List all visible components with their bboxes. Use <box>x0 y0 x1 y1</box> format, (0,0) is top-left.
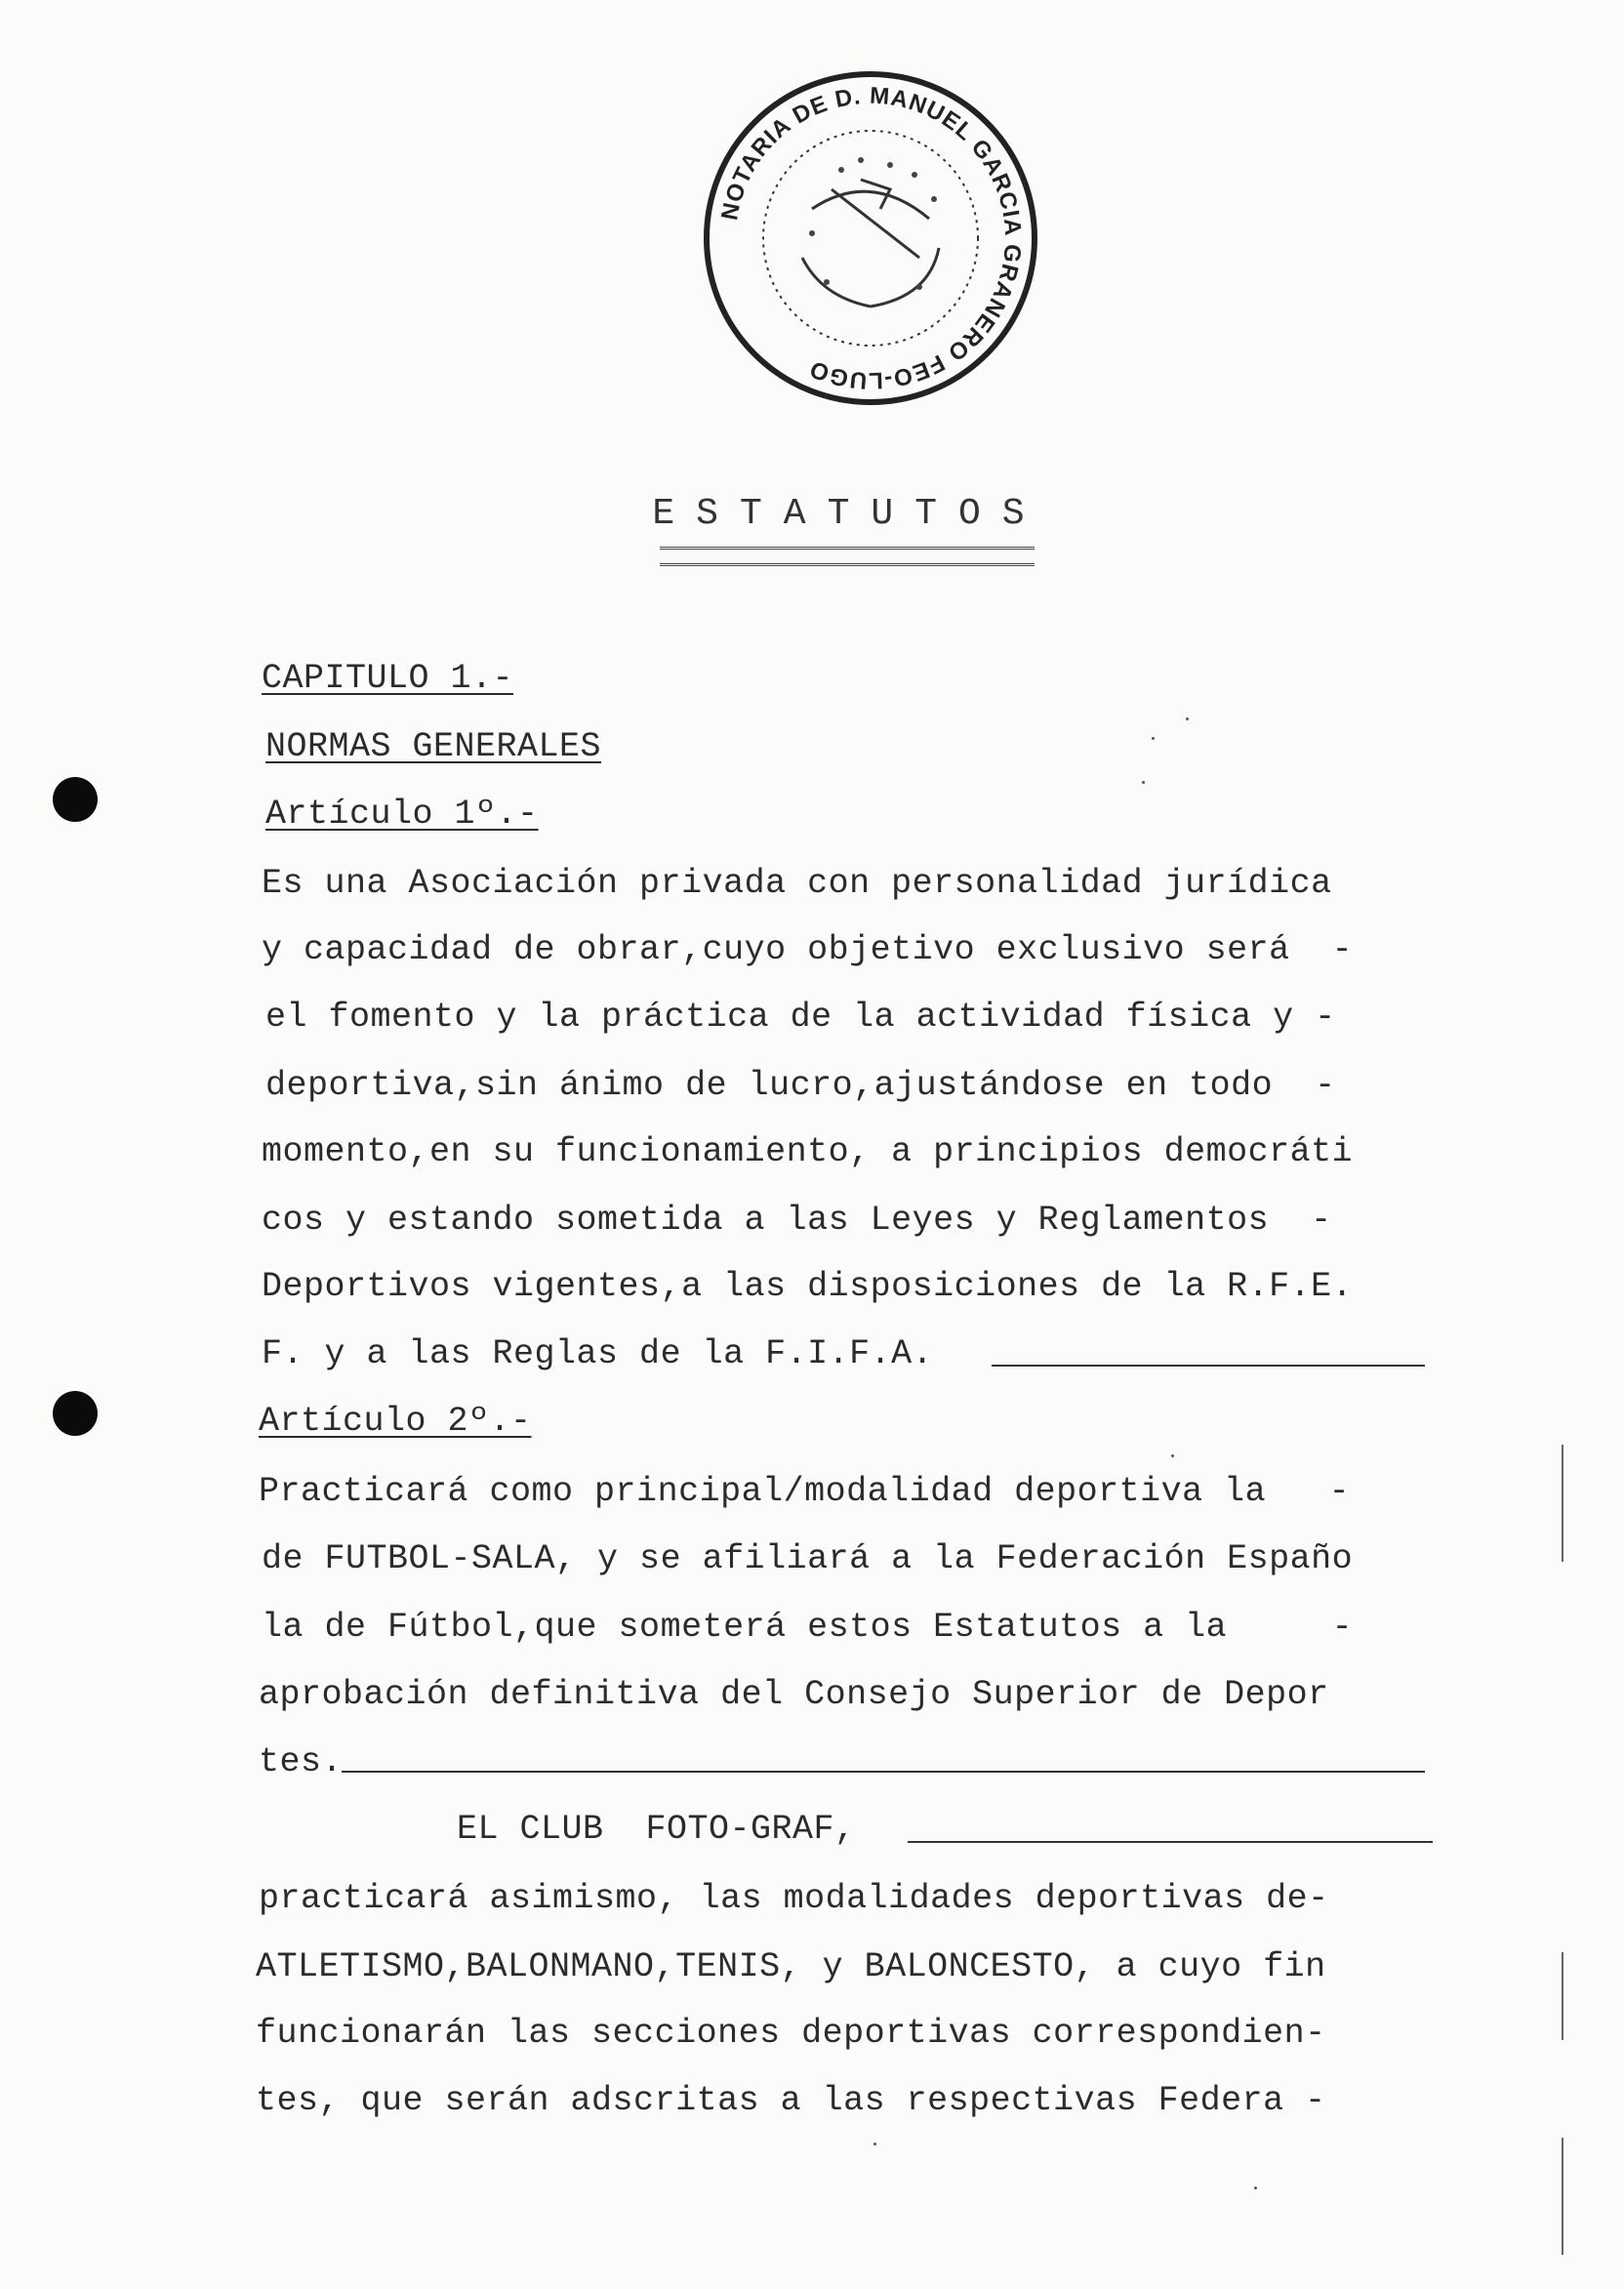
article-2-line: la de Fútbol,que someterá estos Estatutos a la - <box>262 1608 1354 1647</box>
paper-speck <box>1186 717 1189 720</box>
document-title: ESTATUTOS <box>652 493 1046 535</box>
article-2-line: de FUTBOL-SALA, y se afiliará a la Federación Españo <box>262 1539 1354 1578</box>
paper-speck <box>873 2143 876 2146</box>
chapter-heading: CAPITULO 1.- <box>262 659 514 698</box>
punch-hole-top <box>53 777 98 822</box>
paper-speck <box>1152 737 1155 740</box>
article-1-line: momento,en su funcionamiento, a principios democráti <box>262 1132 1354 1171</box>
margin-mark <box>1562 1445 1563 1562</box>
punch-hole-bottom <box>53 1391 98 1436</box>
article-2-heading: Artículo 2º.- <box>259 1402 532 1441</box>
article-1-heading: Artículo 1º.- <box>265 795 539 834</box>
paper-speck <box>1142 781 1145 784</box>
article-2-line: practicará asimismo, las modalidades deportivas de- <box>259 1879 1329 1918</box>
fill-line <box>992 1365 1425 1367</box>
article-1-line: el fomento y la práctica de la actividad física y - <box>265 998 1336 1037</box>
title-double-rule <box>660 547 1035 566</box>
article-1-line: F. y a las Reglas de la F.I.F.A. <box>262 1334 934 1373</box>
margin-mark <box>1562 1952 1563 2040</box>
article-2-line: tes. <box>259 1742 344 1781</box>
article-1-line: Deportivos vigentes,a las disposiciones de la R.F.E. <box>262 1267 1354 1306</box>
article-2-line: funcionarán las secciones deportivas correspondien- <box>256 2014 1326 2053</box>
svg-text:NOTARIA DE D. MANUEL GARCIA GR: NOTARIA DE D. MANUEL GARCIA GRANERO FEO-LUGO <box>716 82 1027 394</box>
fill-line <box>342 1771 1425 1773</box>
article-1-line: Es una Asociación privada con personalidad jurídica <box>262 864 1332 903</box>
paper-speck <box>1254 2187 1257 2189</box>
margin-mark <box>1562 2138 1563 2255</box>
article-2-line: tes, que serán adscritas a las respectivas Federa - <box>256 2081 1326 2120</box>
article-1-line: y capacidad de obrar,cuyo objetivo exclusivo será - <box>262 930 1354 969</box>
notary-stamp <box>695 62 1046 414</box>
club-name-line: EL CLUB FOTO-GRAF, <box>457 1810 856 1849</box>
article-1-line: deportiva,sin ánimo de lucro,ajustándose en todo - <box>265 1066 1336 1105</box>
article-1-line: cos y estando sometida a las Leyes y Reglamentos - <box>262 1201 1332 1240</box>
paper-speck <box>1171 1454 1174 1457</box>
chapter-subheading: NORMAS GENERALES <box>265 727 602 766</box>
fill-line <box>908 1841 1433 1843</box>
article-2-line: Practicará como principal/modalidad deportiva la - <box>259 1472 1351 1511</box>
article-2-line: ATLETISMO,BALONMANO,TENIS, y BALONCESTO, a cuyo fin <box>256 1947 1326 1986</box>
article-2-line: aprobación definitiva del Consejo Superior de Depor <box>259 1675 1329 1714</box>
